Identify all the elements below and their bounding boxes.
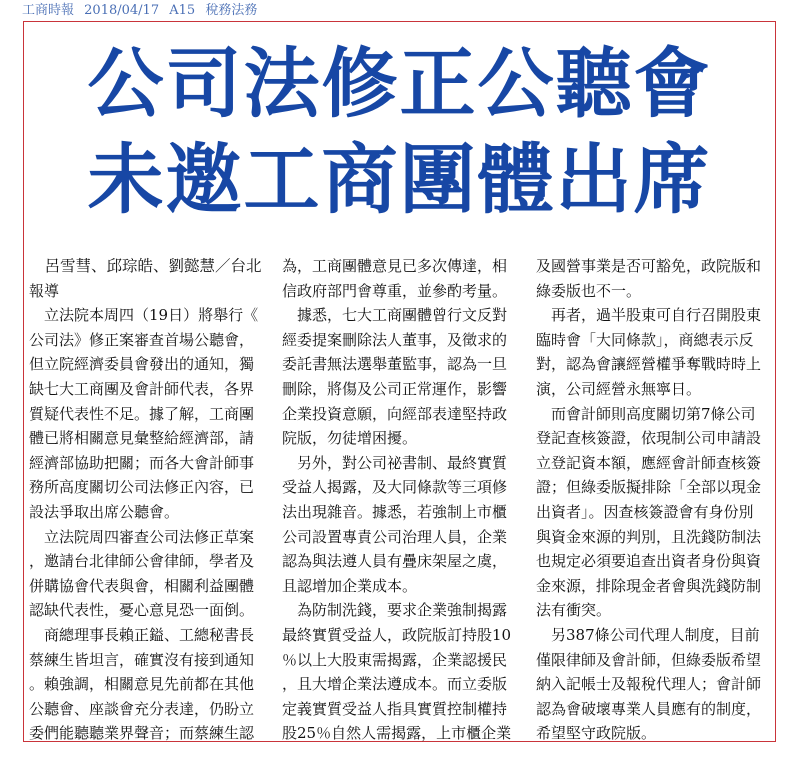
text-line: 僅限律師及會計師，但綠委版希望 — [536, 650, 762, 669]
text-line: 公司法》修正案審查首場公聽會， — [29, 330, 255, 349]
text-line: 委們能聽聽業界聲音；而蔡練生認 — [29, 724, 255, 743]
text-line: 且認增加企業成本。 — [282, 576, 418, 595]
text-line: 證；但綠委版擬排除「全部以現金 — [536, 478, 762, 497]
text-line: 併購協會代表與會，相關利益團體 — [29, 576, 255, 595]
text-line: 受益人揭露，及大同條款等三項修 — [282, 478, 508, 497]
text-line: 立法院本周四（19日）將舉行《 — [29, 306, 259, 325]
text-line: 也規定必須要追查出資者身份與資 — [536, 552, 762, 571]
text-line: 而會計師則高度關切第7條公司 — [536, 404, 756, 423]
text-line: 法有衝突。 — [536, 601, 612, 620]
text-line: 為，工商團體意見已多次傳達，相 — [282, 257, 508, 275]
text-line: 公司設置專責公司治理人員，企業 — [282, 527, 508, 546]
text-line: 出資者」。因查核簽證會有身份別 — [536, 502, 754, 521]
text-line: ，邀請台北律師公會律師，學者及 — [29, 552, 255, 571]
text-line: 務所高度關切公司法修正內容，已 — [29, 478, 255, 497]
text-line: 金來源，排除現金者會與洗錢防制 — [536, 576, 762, 595]
text-line: 法出現雜音。據悉，若強制上市櫃 — [282, 502, 508, 521]
text-line: 據悉，七大工商團體曾行文反對 — [282, 306, 508, 325]
text-line: 質疑代表性不足。據了解，工商團 — [29, 404, 255, 423]
text-line: 另外，對公司祕書制、最終實質 — [282, 453, 508, 472]
article-column-3 — [536, 254, 774, 746]
newspaper-header — [22, 2, 263, 20]
text-line: 呂雪彗、邱琮皓、劉懿慧／台北 — [29, 257, 262, 275]
headline-line-2: 未邀工商團體出席 — [87, 135, 712, 224]
text-line: 。賴強調，相關意見先前都在其他 — [29, 675, 255, 694]
article-column-1 — [29, 254, 267, 746]
page-number: A15 — [169, 3, 196, 18]
text-line: 認為與法遵人員有疊床架屋之虞， — [282, 552, 508, 571]
text-line: 最終實質受益人，政院版訂持股10 — [282, 625, 512, 644]
text-line: 納入記帳士及報稅代理人；會計師 — [536, 675, 762, 694]
text-line: 信政府部門會尊重，並參酌考量。 — [282, 281, 508, 300]
text-line: 定義實質受益人指具實質控制權持 — [282, 699, 508, 718]
text-line: 及國營事業是否可豁免，政院版和 — [536, 257, 762, 275]
text-line: 與資金來源的判別，且洗錢防制法 — [536, 527, 762, 546]
text-line: 立登記資本額，應經會計師查核簽 — [536, 453, 762, 472]
text-line: 設法爭取出席公聽會。 — [29, 502, 180, 521]
text-line: 登記查核簽證，依現制公司申請設 — [536, 429, 762, 448]
text-line: 刪除，將傷及公司正常運作，影響 — [282, 379, 508, 398]
publish-date: 2018/04/17 — [84, 3, 160, 18]
text-line: 商總理事長賴正鎰、工總秘書長 — [29, 625, 255, 644]
text-line: 企業投資意願，向經部表達堅持政 — [282, 404, 508, 423]
headline-line-1: 公司法修正公聽會 — [87, 39, 712, 128]
section-name: 稅務法務 — [205, 3, 258, 18]
text-line: 對，認為會讓經營權爭奪戰時時上 — [536, 355, 762, 374]
text-line: 認缺代表性，憂心意見恐一面倒。 — [29, 601, 255, 620]
text-line: 綠委版也不一。 — [536, 281, 642, 300]
text-line: 但立院經濟委員會發出的通知，獨 — [29, 355, 255, 374]
text-line: ，且大增企業法遵成本。而立委版 — [282, 675, 508, 694]
text-line: 經濟部協助把關；而各大會計師事 — [29, 453, 255, 472]
text-line: 缺七大工商團及會計師代表，各界 — [29, 379, 255, 398]
text-line: ％以上大股東需揭露，企業認援民 — [282, 650, 508, 669]
text-line: 另387條公司代理人制度，目前 — [536, 625, 760, 644]
text-line: 委託書無法選舉董監事，認為一旦 — [282, 355, 508, 374]
text-line: 蔡練生皆坦言，確實沒有接到通知 — [29, 650, 255, 669]
text-line: 立法院周四審查公司法修正草案 — [29, 527, 255, 546]
paper-name: 工商時報 — [22, 3, 75, 18]
article-column-2 — [282, 254, 520, 746]
text-line: 臨時會「大同條款」，商總表示反 — [536, 330, 754, 349]
text-line: 股25％自然人需揭露，上市櫃企業 — [282, 724, 512, 743]
text-line: 希望堅守政院版。 — [536, 724, 657, 743]
text-line: 公聽會、座談會充分表達，仍盼立 — [29, 699, 255, 718]
text-line: 演，公司經營永無寧日。 — [536, 379, 702, 398]
text-line: 報導 — [29, 281, 60, 300]
text-line: 院版，勿徒增困擾。 — [282, 429, 418, 448]
text-line: 經委提案刪除法人董事，及徵求的 — [282, 330, 508, 349]
text-line: 再者，過半股東可自行召開股東 — [536, 306, 762, 325]
text-line: 為防制洗錢，要求企業強制揭露 — [282, 601, 508, 620]
text-line: 認為會破壞專業人員應有的制度， — [536, 699, 762, 718]
text-line: 體已將相關意見彙整給經濟部，請 — [29, 429, 255, 448]
